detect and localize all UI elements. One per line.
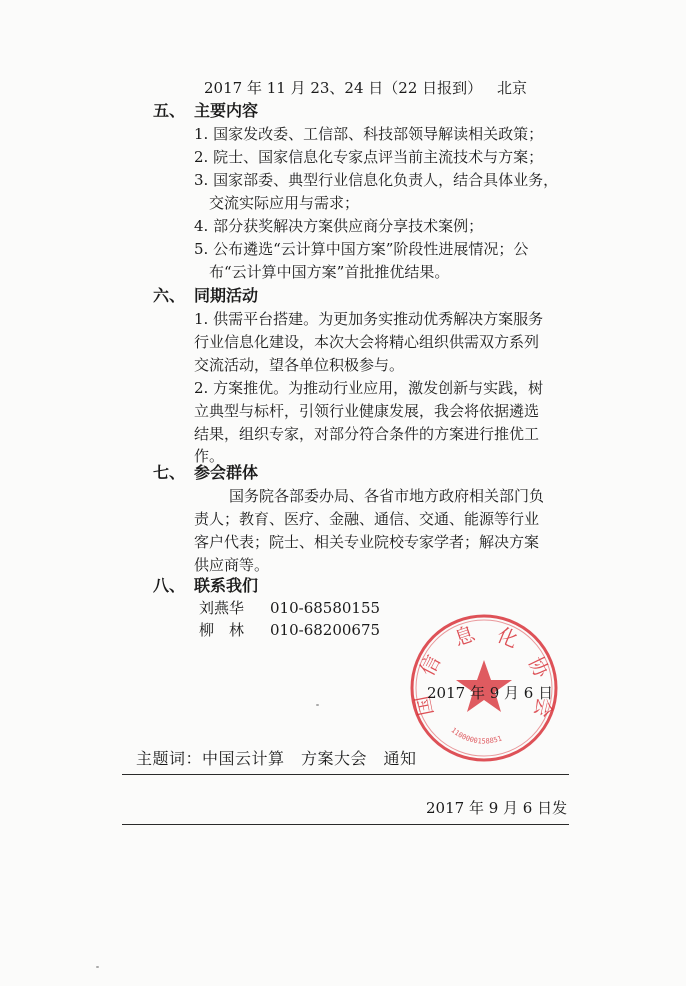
svg-text:化: [494, 623, 522, 653]
section6-line: 交流活动，望各单位积极参与。: [194, 356, 405, 374]
section8-title: 联系我们: [194, 576, 259, 595]
section7-line: 责人；教育、医疗、金融、通信、交通、能源等行业: [194, 510, 540, 528]
seal-arc-text: 息: [451, 621, 478, 651]
seal-serial: 1100000158851: [449, 726, 503, 746]
section5-line: 1. 国家发改委、工信部、科技部领导解读相关政策；: [194, 125, 544, 143]
signature-date: 2017 年 9 月 6 日: [427, 684, 554, 702]
section5-line: 交流实际应用与需求；: [209, 194, 360, 212]
svg-text:1100000158851: [450, 726, 503, 745]
section5-number: 五、: [153, 101, 186, 120]
section5-line: 4. 部分获奖解决方案供应商分享技术案例；: [194, 217, 484, 235]
scan-speck: [96, 966, 99, 968]
scan-speck: [316, 704, 319, 706]
section6-line: 1. 供需平台搭建。为更加务实推动优秀解决方案服务: [194, 310, 544, 328]
issue-date: 2017 年 9 月 6 日发: [426, 799, 568, 817]
venue-date: 2017 年 11 月 23、24 日（22 日报到）: [204, 79, 483, 97]
seal-arc-text: 信: [414, 650, 446, 680]
contact-name: 柳 林: [199, 621, 245, 639]
section6-line: 结果，组织专家，对部分符合条件的方案进行推优工: [194, 425, 540, 443]
section6-line: 2. 方案推优。为推动行业应用，激发创新与实践，树: [194, 379, 544, 397]
section7-title: 参会群体: [194, 463, 259, 482]
seal-arc-text: 化: [493, 622, 522, 653]
section6-line: 行业信息化建设，本次大会将精心组织供需双方系列: [194, 333, 540, 351]
contact-phone: 010-68200675: [270, 621, 381, 639]
section7-line: 供应商等。: [194, 556, 270, 574]
section5-line: 2. 院士、国家信息化专家点评当前主流技术与方案；: [194, 148, 544, 166]
section6-title: 同期活动: [194, 286, 259, 305]
section6-line: 作。: [194, 447, 225, 465]
seal-arc-text: 协: [523, 652, 555, 682]
section6-number: 六、: [153, 286, 186, 305]
section5-line: 5. 公布遴选“云计算中国方案”阶段性进展情况；公: [194, 240, 529, 258]
section7-line: 国务院各部委办局、各省市地方政府相关部门负: [229, 487, 545, 505]
divider-line: [122, 774, 569, 775]
keywords-line: 主题词：中国云计算 方案大会 通知: [136, 749, 417, 768]
contact-name: 刘燕华: [199, 599, 245, 617]
venue-place: 北京: [497, 79, 528, 97]
section8-number: 八、: [153, 576, 186, 595]
seal-arc-text: 会: [529, 695, 558, 720]
svg-text:息: [451, 621, 479, 650]
section7-line: 客户代表；院士、相关专业院校专家学者；解决方案: [194, 533, 540, 551]
section6-line: 立典型与标杆，引领行业健康发展，我会将依据遴选: [194, 402, 540, 420]
seal-arc-text: 国: [410, 693, 438, 718]
section5-line: 3. 国家部委、典型行业信息化负责人，结合具体业务，: [194, 171, 559, 189]
contact-phone: 010-68580155: [270, 599, 381, 617]
section7-number: 七、: [153, 463, 186, 482]
section5-line: 布“云计算中国方案”首批推优结果。: [209, 263, 450, 281]
divider-line: [122, 824, 569, 825]
section5-title: 主要内容: [194, 101, 259, 120]
